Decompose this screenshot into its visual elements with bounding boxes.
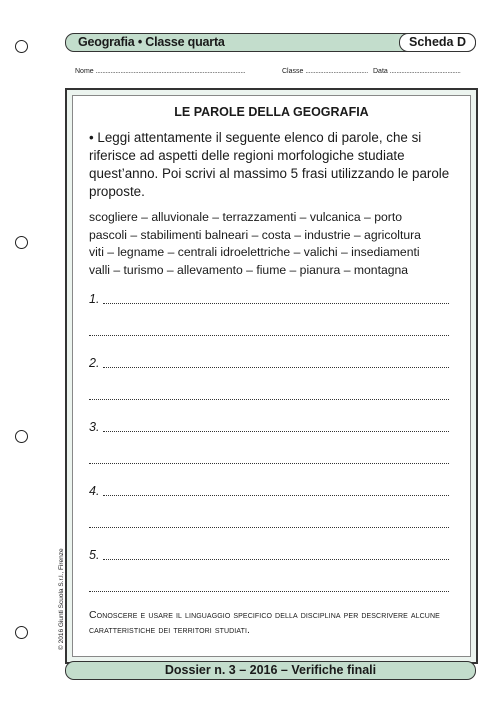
word-line: valli – turismo – allevamento – fiume – pianura – montagna: [89, 262, 409, 277]
answer-line-1b[interactable]: [89, 324, 449, 338]
answer-line-2b[interactable]: [89, 388, 449, 402]
sentence-number: 1.: [89, 292, 100, 306]
answer-line-1[interactable]: [89, 292, 449, 306]
class-label: Classe: [282, 68, 304, 75]
binder-hole: [15, 430, 28, 443]
dotted-line: [103, 431, 449, 432]
worksheet-title: LE PAROLE DELLA GEOGRAFIA: [174, 105, 369, 119]
class-field[interactable]: [282, 68, 368, 75]
answer-line-4[interactable]: [89, 484, 449, 498]
name-dots: ...........................................................................................: [95, 68, 246, 75]
answer-line-5[interactable]: [89, 548, 449, 562]
dotted-line: [103, 559, 449, 560]
name-field[interactable]: [75, 68, 245, 75]
dotted-line: [89, 335, 449, 336]
dotted-line: [89, 463, 449, 464]
answer-line-2[interactable]: [89, 356, 449, 370]
word-line: viti – legname – centrali idroelettriche – valichi – insediamenti: [89, 245, 420, 259]
date-label: Data: [373, 68, 388, 75]
binder-hole: [15, 236, 28, 249]
dotted-line: [103, 367, 449, 368]
dotted-line: [89, 591, 449, 592]
date-dots: ...........................................: [389, 68, 461, 75]
instructions-text: • Leggi attentamente il seguente elenco di parole, che si riferisce ad aspetti delle regioni morfologiche studiate quest’anno. Poi scrivi al massimo 5 frasi utilizzando le parole proposte.: [89, 130, 450, 199]
dotted-line: [103, 303, 449, 304]
answer-line-3[interactable]: [89, 420, 449, 434]
answer-line-3b[interactable]: [89, 452, 449, 466]
sentence-number: 4.: [89, 484, 100, 498]
copyright-note: © 2016 Giunti Scuola S.r.l., Firenze: [58, 548, 65, 650]
learning-objective: Conoscere e usare il linguaggio specifico della disciplina per descrivere alcune caratteristiche dei territori studiati.: [89, 609, 440, 636]
footer-bar: Dossier n. 3 – 2016 – Verifiche finali: [65, 661, 476, 680]
dotted-line: [103, 495, 449, 496]
dotted-line: [89, 399, 449, 400]
worksheet-content: [72, 95, 471, 657]
word-line: scogliere – alluvionale – terrazzamenti – vulcanica – porto: [89, 210, 402, 224]
worksheet-frame: [65, 88, 478, 664]
word-list: [89, 209, 469, 279]
sentence-number: 2.: [89, 356, 100, 370]
sentence-number: 3.: [89, 420, 100, 434]
subject-title: Geografia • Classe quarta: [78, 35, 225, 49]
word-line: pascoli – stabilimenti balneari – costa – industrie – agricoltura: [89, 227, 421, 242]
class-dots: ......................................: [305, 68, 368, 75]
answer-line-4b[interactable]: [89, 516, 449, 530]
date-field[interactable]: [373, 68, 460, 75]
header-bar: [65, 33, 476, 52]
scheda-badge: Scheda D: [399, 33, 476, 52]
sentence-number: 5.: [89, 548, 100, 562]
binder-hole: [15, 40, 28, 53]
name-label: Nome: [75, 68, 94, 75]
binder-hole: [15, 626, 28, 639]
answer-line-5b[interactable]: [89, 580, 449, 594]
dotted-line: [89, 527, 449, 528]
